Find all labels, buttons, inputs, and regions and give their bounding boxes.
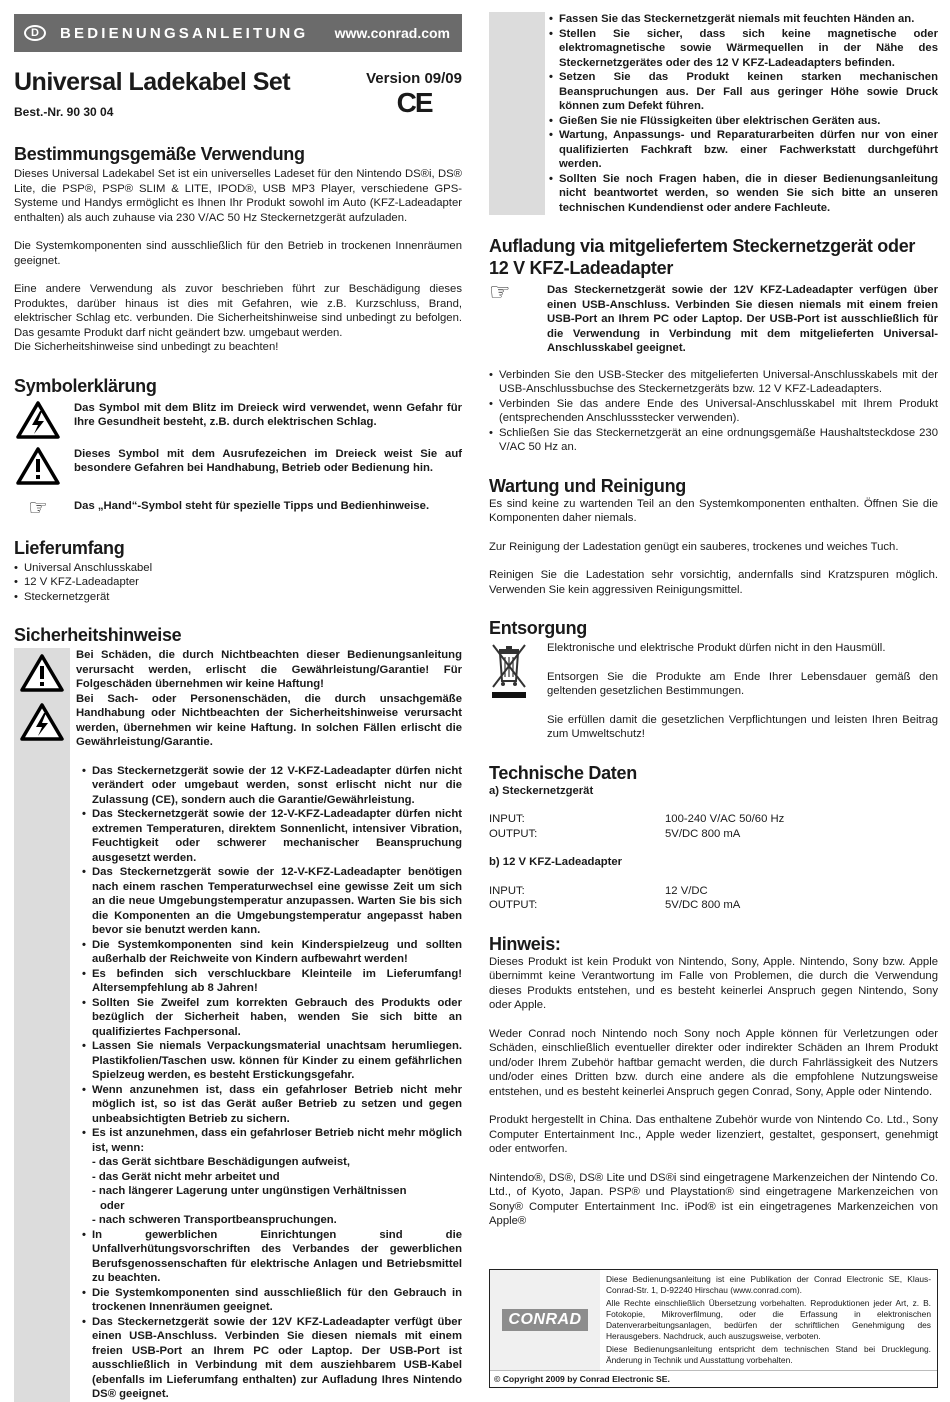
- intended-use-p3: Eine andere Verwendung als zuvor beschrieben führt zur Beschädigung dieses Produktes, darüber hinaus ist dies mit Gefahren, wie z.B. Kurzschluss, Brand, elektrischer Schlag etc. verbunden. Die Sicherheitshinweise sind unbedingt zu befolgen. Das gesamte Produkt darf nicht geändert bzw. umgebaut werden.: [14, 283, 462, 339]
- ce-mark-icon: CE: [396, 87, 432, 118]
- intended-use-p2: Die Systemkomponenten sind ausschließlich für den Betrieb in trockenen Innenräumen geeignet.: [14, 240, 462, 267]
- maintenance-heading: Wartung und Reinigung: [489, 475, 686, 496]
- lightning-warning-icon: [20, 703, 64, 746]
- footer-copyright: © Copyright 2009 by Conrad Electronic SE.: [490, 1370, 937, 1387]
- symbol-row-lightning: [14, 401, 462, 439]
- list-item: • Verbinden Sie das andere Ende des Universal-Anschlusskabel mit Ihrem Produkt (entsprechenden Anschlussstecker verwenden).: [489, 397, 938, 426]
- banner-title: BEDIENUNGSANLEITUNG: [60, 24, 309, 42]
- tech-b-table: [489, 884, 938, 913]
- list-item: • Universal Anschlusskabel: [14, 561, 462, 576]
- maintenance-p3: Reinigen Sie die Ladestation sehr vorsichtig, andernfalls sind Kratzspuren möglich. Verwenden Sie kein aggressiven Reinigungsmittel.: [489, 569, 938, 596]
- tech-a-table: [489, 812, 938, 841]
- document-title: Universal Ladekabel Set: [14, 68, 291, 96]
- notice-p1: Dieses Produkt ist kein Produkt von Nintendo, Sony, Apple. Nintendo, Sony bzw. Apple übernimmt keine Verantwortung im Falle von Problemen, die durch die Verwendung dieses Produkts entstehen, und es besteht keinerlei Anspruch gegen Nintendo, Sony oder Apple.: [489, 955, 938, 1011]
- order-number: Best.-Nr. 90 30 04: [14, 105, 114, 119]
- list-item: • In gewerblichen Einrichtungen sind die Unfallverhütungsvorschriften des Verbandes der gewerblichen Berufsgenossenschaften für elektrische Anlagen und Betriebsmittel zu beachten.: [82, 1228, 462, 1286]
- tech-value: 5V/DC 800 mA: [665, 827, 741, 840]
- safety-continued: [489, 12, 938, 215]
- safety-block: [14, 648, 462, 1402]
- conrad-logo-text: CONRAD: [502, 1309, 587, 1331]
- version-block: [366, 68, 462, 119]
- list-item: • Es ist anzunehmen, dass ein gefahrloser Betrieb nicht mehr möglich ist, wenn:: [82, 1126, 462, 1155]
- list-item: • Das Steckernetzgerät sowie der 12-V-KFZ-Ladeadapter benötigen nach einem raschen Temperaturwechsel eine gewisse Zeit um sich an die neue Umgebungstemperatur anzupassen. Warten Sie bis sich die Komponenten an die Umgebungstemperatur angepasst haben bevor sie benutzt werden kann.: [82, 865, 462, 938]
- pointing-hand-icon: ☞: [28, 494, 48, 520]
- maintenance-p1: Es sind keine zu wartenden Teil an den Systemkomponenten enthalten. Öffnen Sie die Komponenten daher niemals.: [489, 497, 938, 524]
- right-column: [489, 0, 938, 1388]
- list-item: • Die Systemkomponenten sind kein Kinderspielzeug und sollten außerhalb der Reichweite von Kindern aufbewahrt werden!: [82, 938, 462, 967]
- tech-value: 5V/DC 800 mA: [665, 899, 741, 911]
- intended-use-heading: Bestimmungsgemäße Verwendung: [14, 144, 305, 164]
- list-item: • Das Steckernetzgerät sowie der 12V KFZ-Ladeadapter verfügt über einen USB-Anschluss. Verbinden Sie diesen niemals mit einem freien USB-Port an Ihrem PC oder Laptop. Der USB-Port ist ausschließlich in Verbindung mit dem ausziehbarem USB-Kabel (ebenfalls im Lieferumfang enthalten) zur Aufladung Ihres Nintendo DS® geeignet.: [82, 1315, 462, 1402]
- list-item: • Wenn anzunehmen ist, dass ein gefahrloser Betrieb nicht mehr möglich ist, so ist das Gerät außer Betrieb zu setzen und gegen unbeabsichtigten Betrieb zu sichern.: [82, 1083, 462, 1127]
- safety-intro-1: Bei Schäden, die durch Nichtbeachten dieser Bedienungsanleitung verursacht werden, erlischt die Gewährleistung/Garantie! Für Folgeschäden übernehmen wir keine Haftung!: [76, 649, 462, 690]
- safety-list: [76, 764, 462, 1156]
- footer-t1: Diese Bedienungsanleitung ist eine Publikation der Conrad Electronic SE, Klaus-Conrad-Str. 1, D-92240 Hirschau (www.conrad.com).: [606, 1273, 931, 1295]
- list-item: • Das Steckernetzgerät sowie der 12-V-KFZ-Ladeadapter dürfen nicht extremen Temperaturen, direktem Sonnenlicht, intensiver Vibration, Feuchtigkeit oder schwerer mechanischer Beanspruchung ausgesetzt werden.: [82, 807, 462, 865]
- charging-heading: Aufladung via mitgeliefertem Steckernetzgerät oder 12 V KFZ-Ladeadapter: [489, 236, 916, 278]
- symbol-text-hand: Das „Hand“-Symbol steht für spezielle Tipps und Bedienhinweise.: [74, 499, 430, 512]
- tech-b-label: b) 12 V KFZ-Ladeadapter: [489, 856, 623, 868]
- tech-a-label: a) Steckernetzgerät: [489, 784, 594, 797]
- version-label: Version 09/09: [366, 70, 462, 87]
- list-item: • Gießen Sie nie Flüssigkeiten über elektrischen Geräten aus.: [549, 114, 938, 129]
- pointing-hand-icon: ☞: [489, 279, 511, 306]
- tech-key: INPUT:: [489, 813, 525, 825]
- tech-key: OUTPUT:: [489, 827, 538, 840]
- list-item: • Sollten Sie Zweifel zum korrekten Gebrauch des Produkts oder bezüglich der Sicherheit haben, wenden Sie sich bitte an qualifiziertes Fachpersonal.: [82, 996, 462, 1040]
- left-column: [14, 0, 462, 1402]
- safety-icon-column: [14, 648, 70, 1402]
- safety-heading: Sicherheitshinweise: [14, 625, 182, 645]
- sub-item: - das Gerät sichtbare Beschädigungen aufweist,: [92, 1156, 351, 1168]
- list-item: • Stellen Sie sicher, dass sich keine magnetische oder elektromagnetische sowie Wärmequellen in der Nähe des Steckernetzgerätes oder des 12 V KFZ-Ladeadapters befinden.: [549, 27, 938, 71]
- lightning-warning-icon: [14, 401, 62, 439]
- list-item: • Verbinden Sie den USB-Stecker des mitgelieferten Universal-Anschlusskabels mit der USB-Anschlussbuchse des Steckernetzgeräts bzw. 12 V KFZ-Ladeadapters.: [489, 368, 938, 397]
- tech-key: INPUT:: [489, 884, 525, 897]
- delivery-list: [14, 561, 462, 605]
- delivery-heading: Lieferumfang: [14, 537, 125, 558]
- intended-use-p4: Die Sicherheitshinweise sind unbedingt zu beachten!: [14, 341, 279, 353]
- tech-value: 100-240 V/AC 50/60 Hz: [665, 813, 785, 825]
- safety-intro-2: Bei Sach- oder Personenschäden, die durch unsachgemäße Handhabung oder Nichtbeachten der Sicherheitshinweise verursacht werden, übernehmen wir keine Haftung. In solchen Fällen erlischt die Gewährleistung/Garantie.: [76, 692, 462, 748]
- tech-key: OUTPUT:: [489, 899, 538, 911]
- sub-item: - nach längerer Lagerung unter ungünstigen Verhältnissen: [92, 1185, 407, 1197]
- list-item: • Fassen Sie das Steckernetzgerät niemals mit feuchten Händen an.: [549, 12, 938, 27]
- header-banner: [14, 14, 462, 52]
- footer-t2: Alle Rechte einschließlich Übersetzung vorbehalten. Reproduktionen jeder Art, z. B. Fotokopie, Mikroverfilmung, oder die Erfassung in elektronischen Datenverarbeitungsanlagen, bedürfen der schriftlichen Genehmigung des Herausgebers. Nachdruck, auch auszugsweise, verboten.: [606, 1297, 931, 1341]
- list-item: • 12 V KFZ-Ladeadapter: [14, 575, 462, 590]
- symbols-heading: Symbolerklärung: [14, 375, 157, 396]
- list-item: • Das Steckernetzgerät sowie der 12 V-KFZ-Ladeadapter dürfen nicht verändert oder umgebaut werden, sonst erlischt nicht nur die Zulassung (CE), sondern auch die Garantie/Gewährleistung.: [82, 764, 462, 808]
- charging-steps: [489, 368, 938, 455]
- maintenance-p2: Zur Reinigung der Ladestation genügt ein sauberes, trockenes und weiches Tuch.: [489, 540, 899, 553]
- sub-item: - nach schweren Transportbeanspruchungen.: [92, 1214, 337, 1226]
- disposal-p1: Elektronische und elektrische Produkt dürfen nicht in den Hausmüll.: [547, 642, 886, 654]
- exclamation-warning-icon: [14, 447, 62, 485]
- list-item: • Es befinden sich verschluckbare Kleinteile im Lieferumfang! Altersempfehlung ab 8 Jahren!: [82, 967, 462, 996]
- disposal-block: [489, 641, 938, 742]
- banner-url[interactable]: www.conrad.com: [334, 25, 450, 41]
- list-item: • Wartung, Anpassungs- und Reparaturarbeiten dürfen nur von einer qualifizierten Fachkraft bzw. einer Fachwerkstatt durchgeführt werden.: [549, 128, 938, 172]
- list-item: • Sollten Sie noch Fragen haben, die in dieser Bedienungsanleitung nicht beantwortet werden, so wenden Sie sich bitte an unseren technischen Kundendienst oder andere Fachleute.: [549, 172, 938, 216]
- footer-t3: Diese Bedienungsanleitung entspricht dem technischen Stand bei Drucklegung. Änderung in Technik und Ausstattung vorbehalten.: [606, 1343, 931, 1365]
- disposal-text: [547, 641, 938, 742]
- symbol-text-lightning: Das Symbol mit dem Blitz im Dreieck wird verwendet, wenn Gefahr für Ihre Gesundheit besteht, z.B. durch elektrischen Schlag.: [74, 401, 462, 428]
- charging-note-text: Das Steckernetzgerät sowie der 12V KFZ-Ladeadapter verfügen über einen USB-Anschluss. Verbinden Sie diesen niemals mit einem freien USB-Port an Ihrem PC oder Laptop. Der USB-Port ist ausschließlich für die Verwendung in Verbindung mit dem mitgelieferten Universal-Anschlusskabel geeignet.: [547, 284, 938, 354]
- notice-p4: Nintendo®, DS®, DS® Lite und DS®i sind eingetragene Markenzeichen der Nintendo Co. Ltd., of Kyoto, Japan. PSP® und Playstation® sind eingetragene Markenzeichen von Sony® Computer Entertainment Inc. iPod® ist ein eingetragenes Markenzeichen von Apple®: [489, 1171, 938, 1227]
- notice-heading: Hinweis:: [489, 933, 561, 954]
- list-item: • Lassen Sie niemals Verpackungsmaterial unachtsam herumliegen. Plastikfolien/Taschen usw. können für Kinder zu einem gefährlichen Spielzeug werden, es besteht Erstickungsgefahr.: [82, 1039, 462, 1083]
- safety-body: [70, 648, 462, 1402]
- footer-text: [600, 1270, 937, 1370]
- symbol-text-exclamation: Dieses Symbol mit dem Ausrufezeichen im Dreieck weist Sie auf besondere Gefahren bei Handhabung, Betrieb oder Bedienung hin.: [74, 447, 462, 474]
- list-item: • Setzen Sie das Produkt keinen starken mechanischen Beanspruchungen aus. Der Fall aus geringer Höhe sowie Druck können zum Defekt führen.: [549, 70, 938, 114]
- tech-heading: Technische Daten: [489, 762, 637, 783]
- list-item: • Steckernetzgerät: [14, 590, 462, 605]
- charging-note: [489, 279, 938, 356]
- list-item: • Die Systemkomponenten sind ausschließlich für den Gebrauch in trockenen Innenräumen geeignet.: [82, 1286, 462, 1315]
- disposal-p3: Sie erfüllen damit die gesetzlichen Verpflichtungen und leisten Ihren Beitrag zum Umweltschutz!: [547, 713, 938, 740]
- symbol-row-hand: [14, 494, 462, 520]
- sub-item: - das Gerät nicht mehr arbeitet und: [92, 1170, 280, 1183]
- notice-p2: Weder Conrad noch Nintendo noch Sony noch Apple können für Verletzungen oder Schäden, einschließlich eventueller direkter oder indirekter Schäden an Ihrem Produkt und/oder Ihrem Zubehör haftbar gemacht werden, die durch Fahrlässigkeit des Nutzers und/oder eines Dritten bzw. durch eine andere als die empfohlene Nutzungsweise entstehen, und es besteht keinerlei Anspruch gegen Conrad, Sony, Apple oder Nintendo.: [489, 1027, 938, 1098]
- safety-gray-column: [489, 12, 545, 215]
- disposal-heading: Entsorgung: [489, 618, 587, 638]
- safety-list-right: [545, 12, 938, 215]
- footer-imprint: [489, 1269, 938, 1388]
- sub-item: oder: [100, 1199, 125, 1212]
- safety-list-2: [76, 1228, 462, 1402]
- symbol-row-exclamation: [14, 447, 462, 485]
- safety-sublist: [76, 1155, 462, 1228]
- notice-p3: Produkt hergestellt in China. Das enthaltene Zubehör wurde von Nintendo Co. Ltd., Sony Computer Entertainment Inc., Apple weder lizenziert, gestaltet, gesponsert, genehmigt oder entworfen.: [489, 1114, 938, 1155]
- disposal-p2: Entsorgen Sie die Produkte am Ende Ihrer Lebensdauer gemäß den geltenden gesetzlichen Bestimmungen.: [547, 670, 938, 697]
- list-item: • Schließen Sie das Steckernetzgerät an eine ordnungsgemäße Haushaltsteckdose 230 V/AC 50 Hz an.: [489, 426, 938, 455]
- conrad-logo: [490, 1270, 600, 1370]
- intended-use-p1: Dieses Universal Ladekabel Set ist ein universelles Ladeset für den Nintendo DS®i, DS® Lite, die PSP®, PSP® SLIM & LITE, IPOD®, USB MP3 Player, verschiedene GPS-Systeme und Handys ermöglicht es Ihnen Ihr Produkt sowohl im Auto (KFZ-Ladeadapter enthalten) als auch zuhause via 230 V/AC 50 Hz Steckernetzgerät aufzuladen.: [14, 168, 462, 224]
- crossed-bin-icon: [489, 641, 539, 701]
- exclamation-warning-icon: [20, 654, 64, 697]
- tech-value: 12 V/DC: [665, 884, 708, 897]
- language-badge: D: [24, 25, 46, 41]
